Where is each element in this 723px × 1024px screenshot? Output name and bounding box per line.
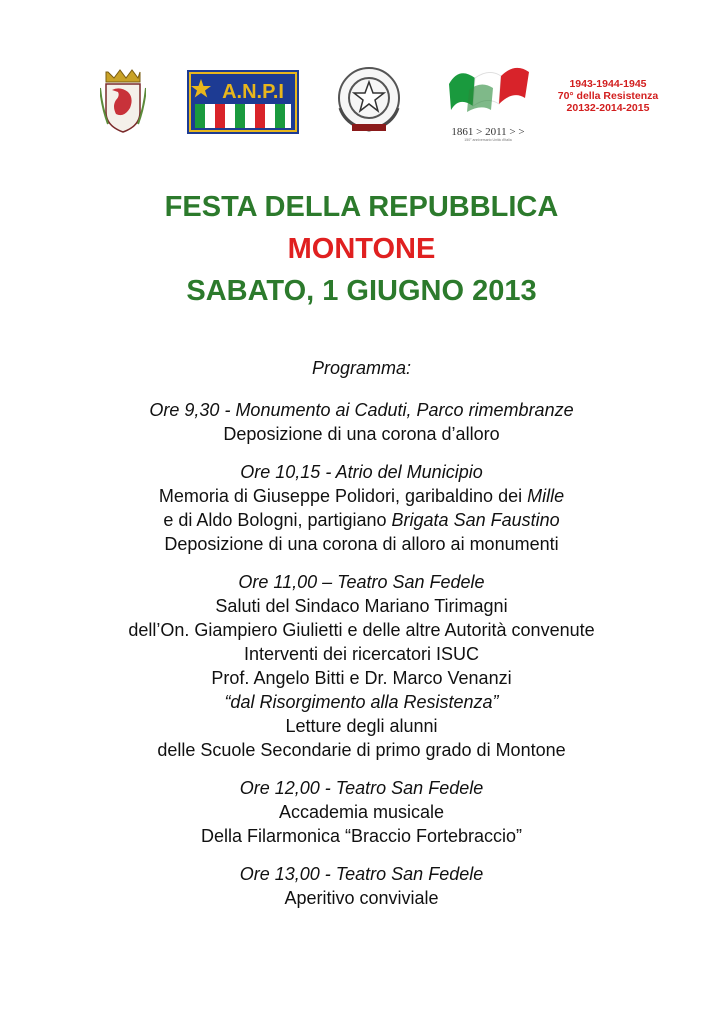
program-item <box>0 570 723 762</box>
program-item-text: delle Scuole Secondarie di primo grado di Montone <box>157 740 566 760</box>
program-item <box>0 460 723 556</box>
program-item-text: Deposizione di una corona di alloro ai monumenti <box>164 534 559 554</box>
program-item <box>0 776 723 848</box>
program-item-time: Ore 11,00 – Teatro San Fedele <box>238 572 485 592</box>
program-item-time: Ore 13,00 - Teatro San Fedele <box>239 864 484 884</box>
resistance-anniversary <box>548 78 668 114</box>
emblem-of-italy-icon <box>334 64 404 136</box>
unity-150-caption: 1861 > 2011 > > <box>451 126 525 138</box>
unity-150-logo <box>445 60 531 142</box>
logo-row <box>0 60 723 140</box>
program <box>0 356 723 924</box>
event-title: FESTA DELLA REPUBBLICA <box>164 191 559 223</box>
program-item-text: Della Filarmonica “Braccio Fortebraccio” <box>200 826 523 846</box>
program-item-text-part: e di Aldo Bologni, partigiano <box>163 510 392 530</box>
program-item <box>0 398 723 446</box>
program-item <box>0 862 723 910</box>
event-date: SABATO, 1 GIUGNO 2013 <box>186 275 537 307</box>
program-item-text: Interventi dei ricercatori ISUC <box>243 644 480 664</box>
program-item-text-italic: Brigata San Faustino <box>391 510 560 530</box>
anpi-logo-text: A.N.P.I <box>222 81 284 103</box>
municipal-crest-icon <box>100 68 146 134</box>
program-item-time: Ore 9,30 - Monumento ai Caduti, Parco rimembranze <box>149 400 574 420</box>
program-item-time: Ore 12,00 - Teatro San Fedele <box>239 778 484 798</box>
program-item-text: Deposizione di una corona d’alloro <box>223 424 500 444</box>
program-item-text: Prof. Angelo Bitti e Dr. Marco Venanzi <box>211 668 512 688</box>
program-item-text: dell’On. Giampiero Giulietti e delle altre Autorità convenute <box>128 620 595 640</box>
anpi-logo <box>187 70 299 134</box>
anniversary-years: 1943-1944-1945 <box>569 78 647 90</box>
town-name: MONTONE <box>287 233 436 265</box>
program-item-text: Letture degli alunni <box>285 716 438 736</box>
anniversary-years-2: 20132-2014-2015 <box>566 102 650 114</box>
program-item-text-italic: Mille <box>527 486 565 506</box>
unity-150-subcaption: 150° anniversario Unità d'Italia <box>464 138 512 142</box>
anpi-emblem-icon <box>187 70 299 134</box>
program-item-text <box>0 508 723 532</box>
program-item-text: Aperitivo conviviale <box>284 888 439 908</box>
program-item-time: Ore 10,15 - Atrio del Municipio <box>240 462 483 482</box>
program-item-text: “dal Risorgimento alla Resistenza” <box>224 692 499 712</box>
program-item-text: Saluti del Sindaco Mariano Tirimagni <box>215 596 508 616</box>
program-item-text: Accademia musicale <box>278 802 445 822</box>
program-label: Programma: <box>311 358 412 378</box>
program-item-text <box>0 484 723 508</box>
tricolor-flag-icon <box>445 60 531 120</box>
title-block <box>0 186 723 312</box>
program-item-text-part: Memoria di Giuseppe Polidori, garibaldino dei <box>158 486 528 506</box>
anniversary-label: 70° della Resistenza <box>557 90 659 102</box>
